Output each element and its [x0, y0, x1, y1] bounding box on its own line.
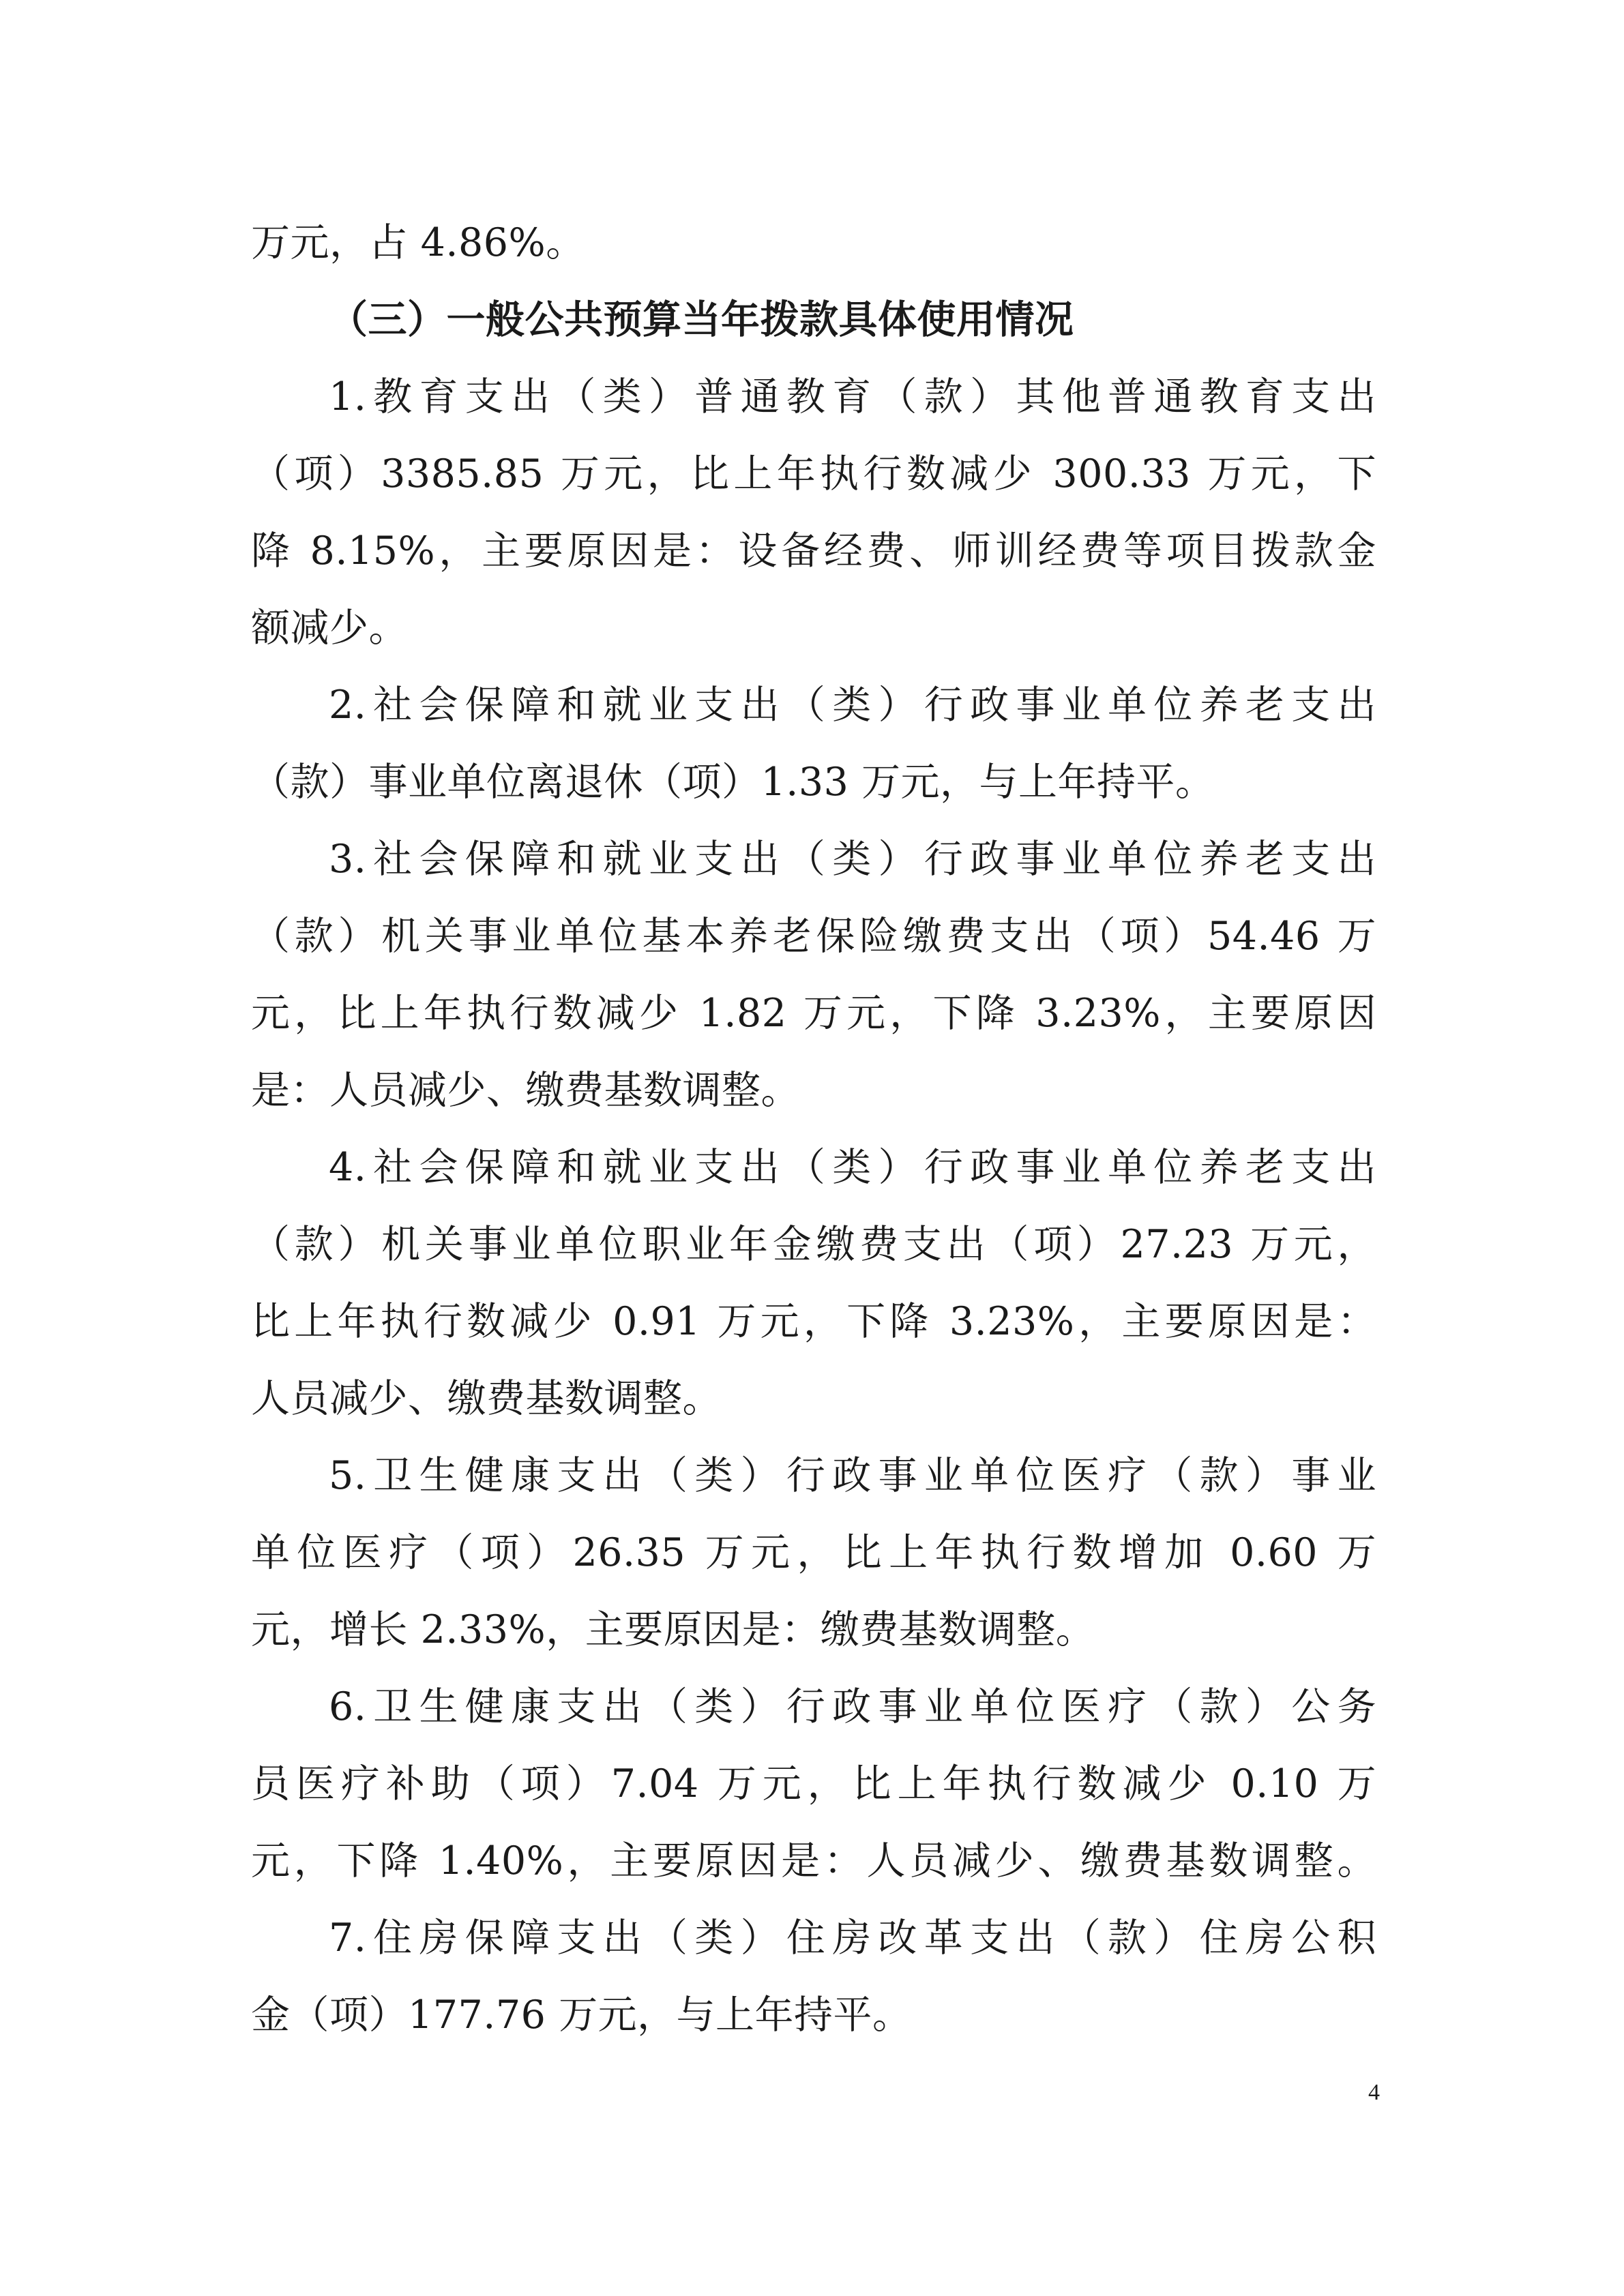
text-line: 员医疗补助（项）7.04 万元，比上年执行数减少 0.10 万 [251, 1761, 1376, 1806]
text-line: （项）3385.85 万元，比上年执行数减少 300.33 万元，下 [251, 451, 1376, 496]
text-line: 1.教育支出（类）普通教育（款）其他普通教育支出 [329, 374, 1376, 419]
text-line: 是：人员减少、缴费基数调整。 [251, 1068, 800, 1113]
text-line: （款）机关事业单位职业年金缴费支出（项）27.23 万元， [251, 1222, 1376, 1267]
page-number: 4 [1368, 2080, 1380, 2105]
text-line: 元，比上年执行数减少 1.82 万元，下降 3.23%，主要原因 [251, 991, 1376, 1036]
text-line: 3.社会保障和就业支出（类）行政事业单位养老支出 [329, 837, 1376, 882]
text-line: 万元，占 4.86%。 [251, 220, 585, 265]
section-heading: （三）一般公共预算当年拨款具体使用情况 [329, 297, 1074, 342]
text-line: 元，下降 1.40%，主要原因是：人员减少、缴费基数调整。 [251, 1838, 1376, 1883]
text-line: 6.卫生健康支出（类）行政事业单位医疗（款）公务 [329, 1684, 1376, 1729]
text-line: 4.社会保障和就业支出（类）行政事业单位养老支出 [329, 1145, 1376, 1190]
text-line: 降 8.15%，主要原因是：设备经费、师训经费等项目拨款金 [251, 528, 1376, 573]
text-line: （款）机关事业单位基本养老保险缴费支出（项）54.46 万 [251, 914, 1376, 959]
text-line: （款）事业单位离退休（项）1.33 万元，与上年持平。 [251, 760, 1215, 805]
text-line: 额减少。 [251, 606, 408, 651]
text-line: 单位医疗（项）26.35 万元，比上年执行数增加 0.60 万 [251, 1530, 1376, 1575]
text-line: 5.卫生健康支出（类）行政事业单位医疗（款）事业 [329, 1453, 1376, 1498]
text-line: 2.社会保障和就业支出（类）行政事业单位养老支出 [329, 683, 1376, 728]
text-line: 金（项）177.76 万元，与上年持平。 [251, 1993, 912, 2038]
text-line: 比上年执行数减少 0.91 万元，下降 3.23%，主要原因是： [251, 1299, 1376, 1344]
text-line: 人员减少、缴费基数调整。 [251, 1376, 722, 1421]
text-line: 元，增长 2.33%，主要原因是：缴费基数调整。 [251, 1607, 1095, 1652]
body-text [251, 205, 1376, 2054]
text-line: 7.住房保障支出（类）住房改革支出（款）住房公积 [329, 1915, 1376, 1960]
